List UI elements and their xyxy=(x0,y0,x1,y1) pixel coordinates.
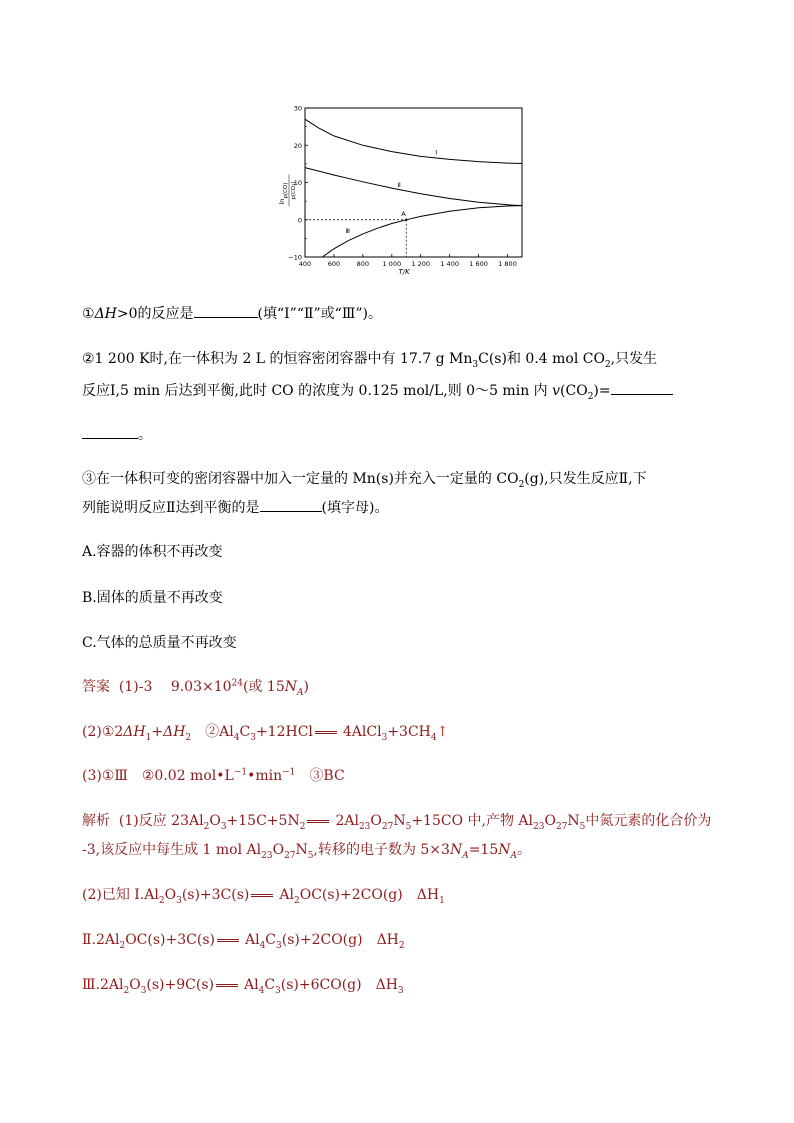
exp1-l2-s3: 5 xyxy=(307,850,314,861)
answer-1-sup: 24 xyxy=(231,678,243,689)
answer-2-text-e: 4AlCl xyxy=(342,724,382,740)
answer-2-plus: + xyxy=(151,724,164,740)
exp2-s3: 2 xyxy=(293,895,300,906)
q2-text-a: ②1 200 K时,在一体积为 2 L 的恒容密闭容器中有 17.7 g Mn xyxy=(82,351,473,367)
explanation-label: 解析 xyxy=(82,813,110,829)
exp1-l2-e: =15 xyxy=(468,842,499,858)
exp2-s4: 1 xyxy=(439,895,445,906)
q1-text: >0的反应是 xyxy=(116,306,194,322)
q2-end: 。 xyxy=(138,427,152,443)
exp1-j: 中氮元素的化合价为 xyxy=(585,813,712,829)
point-a-label: A xyxy=(401,209,406,218)
equilibrium-chart xyxy=(270,100,540,285)
exp1-l2-s2: 27 xyxy=(284,850,296,861)
explanation-2-line-3 xyxy=(82,976,404,994)
x-tick-label: 600 xyxy=(327,260,341,268)
answer-2 xyxy=(82,723,448,741)
q3-text-b: (g),只发生反应Ⅱ,下 xyxy=(524,471,647,487)
series-line xyxy=(305,119,522,163)
exp2-s1: 2 xyxy=(158,895,165,906)
q2-text-c: ,只发生 xyxy=(610,351,658,367)
gas-up-arrow-icon: ↑ xyxy=(436,724,449,740)
exp1-e: O xyxy=(370,813,382,829)
question-3-line-1 xyxy=(82,470,647,488)
q2-blank-b[interactable] xyxy=(82,426,138,439)
series-label: Ⅰ xyxy=(435,148,438,157)
answer-2-text-a: (2)①2 xyxy=(82,724,124,740)
exp1-s7: 23 xyxy=(533,821,545,832)
exp1-s4: 23 xyxy=(358,821,371,832)
exp3-s3: 3 xyxy=(276,940,282,951)
exp4-f: (s)+6CO(g) ΔH xyxy=(280,977,398,993)
exp1-g: +15CO 中,产物 Al xyxy=(411,813,533,829)
plot-area xyxy=(278,105,522,277)
x-tick-label: 800 xyxy=(356,260,370,268)
q1-marker: ① xyxy=(82,306,95,322)
x-tick-label: 1 600 xyxy=(469,260,488,268)
exp4-c: (s)+9C(s) xyxy=(146,977,214,993)
answer-2-sub-5: 3 xyxy=(381,732,388,743)
answer-1 xyxy=(82,678,309,696)
equals-arrow-icon xyxy=(307,820,329,823)
y-tick-label: 0 xyxy=(297,216,302,225)
exp3-s2: 4 xyxy=(259,940,266,951)
y-axis-label-denominator: p(CO₂) xyxy=(291,181,297,200)
answer-1-alt: (或 15 xyxy=(243,679,285,695)
answer-2-dh1: ΔH xyxy=(123,724,146,740)
answer-2-sub-1: 1 xyxy=(145,732,152,743)
answer-3-text: (3)①Ⅲ ②0.02 mol•L xyxy=(82,768,234,784)
exp3-a: Ⅱ.2Al xyxy=(82,932,120,948)
exp4-e: C xyxy=(264,977,276,993)
answer-2-text-f: +3CH xyxy=(387,724,431,740)
answer-1-a: A xyxy=(296,687,304,698)
y-tick-label: 30 xyxy=(293,104,302,113)
explanation-1-line-1 xyxy=(82,812,711,830)
exp1-s8: 27 xyxy=(555,821,568,832)
q2-line2-co: (CO xyxy=(560,383,588,399)
x-axis-label: T/K xyxy=(398,268,410,276)
option-a: A.容器的体积不再改变 xyxy=(82,544,223,560)
exp1-l2-a1: A xyxy=(462,850,469,861)
q3-line2-hint: (填字母)。 xyxy=(321,500,389,516)
q2-text-b: C(s)和 0.4 mol CO xyxy=(478,351,605,367)
exp3-e: (s)+2CO(g) ΔH xyxy=(281,932,399,948)
x-tick-label: 1 200 xyxy=(411,260,431,268)
answer-2-text-d: +12HCl xyxy=(255,724,313,740)
answer-3-sup-1: −1 xyxy=(233,767,248,778)
exp1-s5: 27 xyxy=(381,821,394,832)
q1-blank[interactable] xyxy=(194,305,258,318)
exp2-b: O xyxy=(164,887,177,903)
q2-line2-text: 反应Ⅰ,5 min 后达到平衡,此时 CO 的浓度为 0.125 mol/L,则 0～5 min 内 xyxy=(82,383,553,399)
x-tick-label: 1 000 xyxy=(382,260,402,268)
exp3-c: Al xyxy=(244,932,260,948)
y-axis-label-ln: ln xyxy=(278,198,286,205)
exp2-c: (s)+3C(s) xyxy=(181,887,250,903)
q3-blank[interactable] xyxy=(260,499,322,512)
exp1-s2: 3 xyxy=(220,821,227,832)
y-axis-label-numerator: p(CO) xyxy=(283,182,289,199)
question-2-line-2 xyxy=(82,382,673,400)
exp1-c: +15C+5N xyxy=(226,813,300,829)
y-tick-label: 20 xyxy=(293,141,302,150)
answer-1-n: N xyxy=(284,679,297,695)
y-tick-label: −10 xyxy=(288,253,302,262)
exp3-s4: 2 xyxy=(398,940,405,951)
answer-1-close: ) xyxy=(303,679,309,695)
exp1-l2-b: O xyxy=(272,842,285,858)
q3-text-a: ③在一体积可变的密闭容器中加入一定量的 Mn(s)并充入一定量的 CO xyxy=(82,471,519,487)
x-tick-label: 1 400 xyxy=(440,260,459,268)
exp4-s3: 4 xyxy=(258,985,265,996)
q2-blank-a[interactable] xyxy=(611,382,673,395)
equals-arrow-icon xyxy=(251,894,273,897)
exp1-d: 2Al xyxy=(335,813,359,829)
q2-sub-1: 3 xyxy=(472,359,479,370)
question-3-line-2 xyxy=(82,499,388,517)
x-tick-label: 1 800 xyxy=(498,260,517,268)
explanation-2-line-1 xyxy=(82,886,445,904)
series-label: Ⅱ xyxy=(397,180,401,189)
answer-1-text: (1)-3 9.03×10 xyxy=(118,679,232,695)
option-c: C.气体的总质量不再改变 xyxy=(82,635,237,651)
series-line xyxy=(305,168,522,206)
exp4-s4: 3 xyxy=(275,985,281,996)
exp1-l2-n2: N xyxy=(498,842,511,858)
q1-delta-h: ΔH xyxy=(94,306,117,322)
exp1-l2-a2: A xyxy=(510,850,517,861)
answer-2-sub-3: 4 xyxy=(233,732,240,743)
series-label: Ⅲ xyxy=(345,227,350,236)
exp2-e: OC(s)+2CO(g) ΔH xyxy=(299,887,440,903)
x-tick-label: 400 xyxy=(298,260,312,268)
exp1-s6: 5 xyxy=(405,821,412,832)
exp1-f: N xyxy=(393,813,406,829)
answer-2-sub-6: 4 xyxy=(430,732,437,743)
explanation-1-line-2 xyxy=(82,841,531,859)
exp1-a: (1)反应 23Al xyxy=(118,813,204,829)
answer-3-min: •min xyxy=(247,768,283,784)
exp1-l2-a: -3,该反应中每生成 1 mol Al xyxy=(82,842,262,858)
question-1 xyxy=(82,305,382,323)
exp1-l2-c: N xyxy=(295,842,308,858)
exp1-l2-n1: N xyxy=(449,842,463,858)
exp1-h: O xyxy=(544,813,556,829)
series-line xyxy=(322,206,522,257)
exp4-s2: 3 xyxy=(140,985,147,996)
exp1-l2-f: 。 xyxy=(517,842,531,858)
equals-arrow-icon xyxy=(216,984,238,987)
plot-frame xyxy=(305,108,522,257)
option-b: B.固体的质量不再改变 xyxy=(82,590,223,606)
exp1-s3: 2 xyxy=(299,821,306,832)
exp3-d: C xyxy=(265,932,277,948)
exp2-a: (2)已知 Ⅰ.Al xyxy=(82,887,159,903)
equals-arrow-icon xyxy=(315,731,337,734)
exp1-s9: 5 xyxy=(579,821,586,832)
exp3-b: OC(s)+3C(s) xyxy=(125,932,215,948)
answer-3 xyxy=(82,767,345,785)
answer-2-text-b: ②Al xyxy=(191,724,234,740)
exp1-l2-d: ,转移的电子数为 5×3 xyxy=(313,842,450,858)
explanation-2-line-2 xyxy=(82,931,405,949)
q2-sub-2: 2 xyxy=(604,359,611,370)
exp4-d: Al xyxy=(243,977,259,993)
question-2-line-1 xyxy=(82,350,657,368)
answer-3-bc: ③BC xyxy=(295,768,345,784)
q3-line2-text: 列能说明反应Ⅱ达到平衡的是 xyxy=(82,500,260,516)
point-a-marker xyxy=(405,219,407,221)
answer-label: 答案 xyxy=(82,679,110,695)
exp1-i: N xyxy=(567,813,580,829)
answer-2-sub-4: 3 xyxy=(250,732,256,743)
equals-arrow-icon xyxy=(217,939,239,942)
answer-2-dh2: ΔH xyxy=(163,724,186,740)
exp4-s5: 3 xyxy=(397,985,404,996)
exp2-s2: 3 xyxy=(176,895,182,906)
q3-sub: 2 xyxy=(518,479,525,490)
exp1-s1: 2 xyxy=(203,821,210,832)
exp3-s1: 2 xyxy=(119,940,126,951)
exp4-s1: 2 xyxy=(123,985,130,996)
answer-3-sup-2: −1 xyxy=(282,767,296,778)
exp4-a: Ⅲ.2Al xyxy=(82,977,124,993)
exp2-d: Al xyxy=(279,887,294,903)
answer-2-sub-2: 2 xyxy=(185,732,192,743)
y-tick-label: 10 xyxy=(293,179,302,187)
question-2-line-3 xyxy=(82,426,152,444)
answer-2-text-c: C xyxy=(239,724,251,740)
exp4-b: O xyxy=(129,977,141,993)
q2-rate-symbol: v xyxy=(552,383,561,399)
q2-line2-sub: 2 xyxy=(587,391,594,402)
q1-hint: (填“Ⅰ”“Ⅱ”或“Ⅲ”)。 xyxy=(257,306,382,322)
exp1-b: O xyxy=(209,813,221,829)
q2-line2-eq: )= xyxy=(593,383,611,399)
exp1-l2-s1: 23 xyxy=(261,850,273,861)
